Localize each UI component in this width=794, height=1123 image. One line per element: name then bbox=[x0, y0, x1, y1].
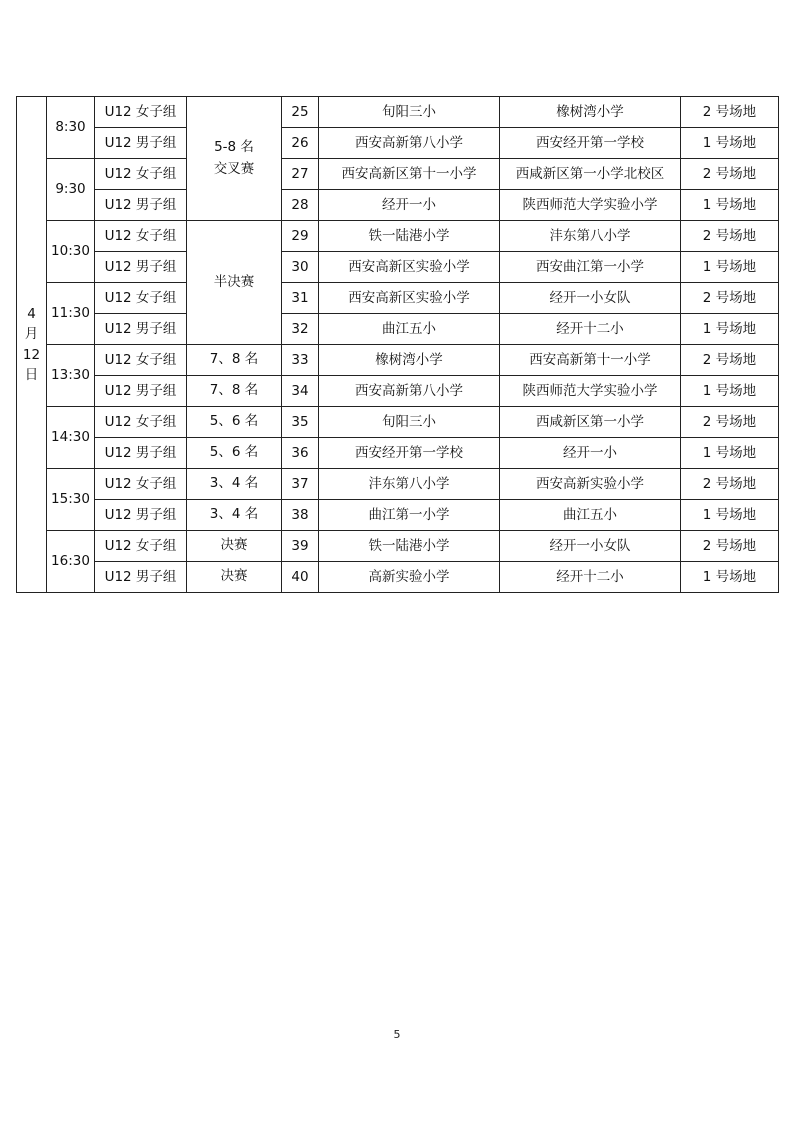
group-cell: U12 男子组 bbox=[95, 376, 187, 407]
time-cell: 10:30 bbox=[47, 221, 95, 283]
group-cell: U12 男子组 bbox=[95, 500, 187, 531]
date-month-number: 4 bbox=[27, 306, 36, 322]
table-row bbox=[17, 128, 779, 159]
team-a-cell: 高新实验小学 bbox=[319, 562, 500, 593]
team-a-cell: 西安经开第一学校 bbox=[319, 438, 500, 469]
match-number-cell: 37 bbox=[282, 469, 319, 500]
venue-cell: 1 号场地 bbox=[681, 190, 779, 221]
group-cell: U12 男子组 bbox=[95, 562, 187, 593]
table-row bbox=[17, 314, 779, 345]
match-number-cell: 29 bbox=[282, 221, 319, 252]
group-cell: U12 女子组 bbox=[95, 531, 187, 562]
table-row bbox=[17, 159, 779, 190]
table-row bbox=[17, 97, 779, 128]
venue-cell: 2 号场地 bbox=[681, 407, 779, 438]
time-cell: 8:30 bbox=[47, 97, 95, 159]
venue-cell: 2 号场地 bbox=[681, 221, 779, 252]
table-row bbox=[17, 345, 779, 376]
team-a-cell: 铁一陆港小学 bbox=[319, 221, 500, 252]
date-cell bbox=[17, 97, 47, 593]
team-a-cell: 沣东第八小学 bbox=[319, 469, 500, 500]
stage-cell: 7、8 名 bbox=[187, 345, 282, 376]
team-a-cell: 西安高新区第十一小学 bbox=[319, 159, 500, 190]
group-cell: U12 男子组 bbox=[95, 190, 187, 221]
match-number-cell: 25 bbox=[282, 97, 319, 128]
team-b-cell: 经开十二小 bbox=[500, 562, 681, 593]
venue-cell: 1 号场地 bbox=[681, 500, 779, 531]
group-cell: U12 女子组 bbox=[95, 221, 187, 252]
venue-cell: 2 号场地 bbox=[681, 345, 779, 376]
table-row bbox=[17, 190, 779, 221]
table-row bbox=[17, 438, 779, 469]
team-b-cell: 沣东第八小学 bbox=[500, 221, 681, 252]
time-cell: 11:30 bbox=[47, 283, 95, 345]
team-b-cell: 西安高新实验小学 bbox=[500, 469, 681, 500]
team-a-cell: 曲江第一小学 bbox=[319, 500, 500, 531]
venue-cell: 1 号场地 bbox=[681, 314, 779, 345]
table-row bbox=[17, 252, 779, 283]
match-number-cell: 32 bbox=[282, 314, 319, 345]
match-number-cell: 26 bbox=[282, 128, 319, 159]
match-number-cell: 33 bbox=[282, 345, 319, 376]
time-cell: 14:30 bbox=[47, 407, 95, 469]
team-b-cell: 西安经开第一学校 bbox=[500, 128, 681, 159]
stage-cell: 5、6 名 bbox=[187, 438, 282, 469]
group-cell: U12 男子组 bbox=[95, 128, 187, 159]
table-row bbox=[17, 407, 779, 438]
date-month-char: 月 bbox=[24, 326, 39, 343]
team-a-cell: 铁一陆港小学 bbox=[319, 531, 500, 562]
group-cell: U12 女子组 bbox=[95, 407, 187, 438]
venue-cell: 2 号场地 bbox=[681, 283, 779, 314]
stage-cell: 决赛 bbox=[187, 562, 282, 593]
team-b-cell: 经开一小女队 bbox=[500, 531, 681, 562]
table-row bbox=[17, 221, 779, 252]
team-b-cell: 陕西师范大学实验小学 bbox=[500, 376, 681, 407]
team-a-cell: 橡树湾小学 bbox=[319, 345, 500, 376]
group-cell: U12 女子组 bbox=[95, 159, 187, 190]
venue-cell: 1 号场地 bbox=[681, 438, 779, 469]
time-cell: 15:30 bbox=[47, 469, 95, 531]
date-day-number: 12 bbox=[22, 346, 41, 363]
table-row bbox=[17, 562, 779, 593]
group-cell: U12 男子组 bbox=[95, 252, 187, 283]
group-cell: U12 男子组 bbox=[95, 314, 187, 345]
table-row bbox=[17, 469, 779, 500]
group-cell: U12 女子组 bbox=[95, 283, 187, 314]
table-row bbox=[17, 500, 779, 531]
venue-cell: 2 号场地 bbox=[681, 469, 779, 500]
page-number: 5 bbox=[393, 1028, 401, 1041]
match-number-cell: 28 bbox=[282, 190, 319, 221]
stage-cell: 5、6 名 bbox=[187, 407, 282, 438]
team-a-cell: 西安高新第八小学 bbox=[319, 376, 500, 407]
stage-cell: 3、4 名 bbox=[187, 469, 282, 500]
stage-label-line-1: 5-8 名 bbox=[214, 138, 254, 155]
match-number-cell: 27 bbox=[282, 159, 319, 190]
team-a-cell: 曲江五小 bbox=[319, 314, 500, 345]
group-cell: U12 女子组 bbox=[95, 97, 187, 128]
match-number-cell: 34 bbox=[282, 376, 319, 407]
team-b-cell: 经开十二小 bbox=[500, 314, 681, 345]
team-b-cell: 橡树湾小学 bbox=[500, 97, 681, 128]
team-a-cell: 西安高新第八小学 bbox=[319, 128, 500, 159]
table-row bbox=[17, 283, 779, 314]
venue-cell: 2 号场地 bbox=[681, 159, 779, 190]
match-number-cell: 39 bbox=[282, 531, 319, 562]
match-number-cell: 30 bbox=[282, 252, 319, 283]
team-a-cell: 旬阳三小 bbox=[319, 97, 500, 128]
team-a-cell: 西安高新区实验小学 bbox=[319, 283, 500, 314]
team-b-cell: 西咸新区第一小学北校区 bbox=[500, 159, 681, 190]
venue-cell: 2 号场地 bbox=[681, 531, 779, 562]
match-number-cell: 40 bbox=[282, 562, 319, 593]
stage-cell: 3、4 名 bbox=[187, 500, 282, 531]
match-number-cell: 36 bbox=[282, 438, 319, 469]
time-cell: 9:30 bbox=[47, 159, 95, 221]
group-cell: U12 男子组 bbox=[95, 438, 187, 469]
team-b-cell: 曲江五小 bbox=[500, 500, 681, 531]
group-cell: U12 女子组 bbox=[95, 345, 187, 376]
team-b-cell: 西安曲江第一小学 bbox=[500, 252, 681, 283]
match-number-cell: 38 bbox=[282, 500, 319, 531]
team-b-cell: 陕西师范大学实验小学 bbox=[500, 190, 681, 221]
team-b-cell: 西咸新区第一小学 bbox=[500, 407, 681, 438]
venue-cell: 1 号场地 bbox=[681, 128, 779, 159]
team-a-cell: 旬阳三小 bbox=[319, 407, 500, 438]
date-day-char: 日 bbox=[24, 366, 39, 383]
team-b-cell: 经开一小 bbox=[500, 438, 681, 469]
group-cell: U12 女子组 bbox=[95, 469, 187, 500]
team-b-cell: 经开一小女队 bbox=[500, 283, 681, 314]
stage-cell: 决赛 bbox=[187, 531, 282, 562]
time-cell: 16:30 bbox=[47, 531, 95, 593]
stage-cell bbox=[187, 97, 282, 221]
venue-cell: 1 号场地 bbox=[681, 376, 779, 407]
venue-cell: 2 号场地 bbox=[681, 97, 779, 128]
time-cell: 13:30 bbox=[47, 345, 95, 407]
stage-label-line-2: 交叉赛 bbox=[213, 160, 255, 177]
match-schedule-table bbox=[16, 96, 779, 593]
team-b-cell: 西安高新第十一小学 bbox=[500, 345, 681, 376]
team-a-cell: 西安高新区实验小学 bbox=[319, 252, 500, 283]
match-number-cell: 35 bbox=[282, 407, 319, 438]
stage-cell: 7、8 名 bbox=[187, 376, 282, 407]
venue-cell: 1 号场地 bbox=[681, 562, 779, 593]
venue-cell: 1 号场地 bbox=[681, 252, 779, 283]
table-row bbox=[17, 376, 779, 407]
table-row bbox=[17, 531, 779, 562]
stage-cell: 半决赛 bbox=[187, 221, 282, 345]
team-a-cell: 经开一小 bbox=[319, 190, 500, 221]
match-number-cell: 31 bbox=[282, 283, 319, 314]
